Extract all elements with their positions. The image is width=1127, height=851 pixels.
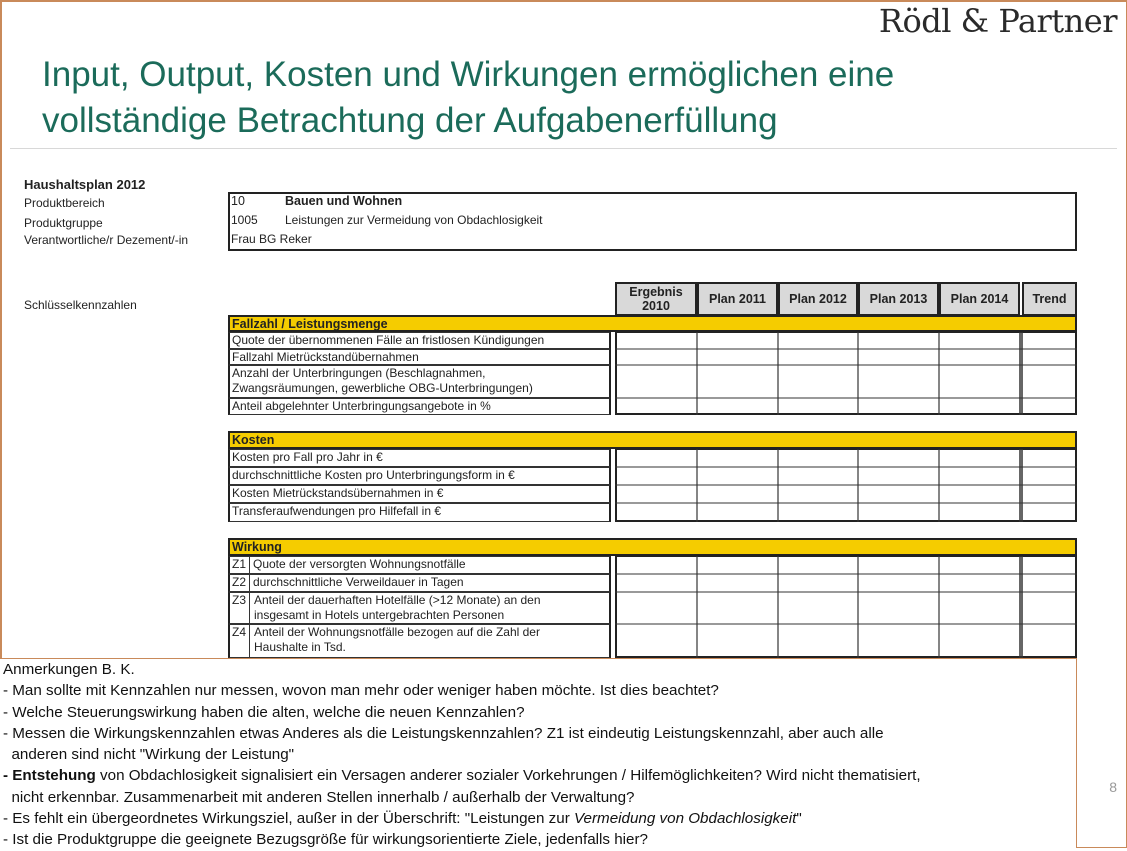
- row-z3-text-l1: Anteil der dauerhaften Hotelfälle (>12 Monate) an den: [254, 593, 541, 607]
- notes-heading: Anmerkungen B. K.: [3, 661, 135, 678]
- note-line-1: - Man sollte mit Kennzahlen nur messen, wovon man mehr oder weniger haben möchte. Ist dies beachtet?: [3, 682, 719, 700]
- title-line-2: vollständige Betrachtung der Aufgabenerfüllung: [42, 101, 778, 140]
- col-ergebnis-2010: Ergebnis 2010: [615, 282, 697, 316]
- label-verantwortlich: Verantwortliche/r Dezement/-in: [24, 233, 189, 247]
- note-entstehung-rest: von Obdachlosigkeit signalisiert ein Versagen anderer sozialer Vorkehrungen / Hilfemöglichkeiten? Wird nicht thematisiert,: [95, 767, 921, 785]
- row-kosten-mietrueckstand: Kosten Mietrückstandsübernahmen in €: [228, 485, 611, 503]
- row-z1-code: Z1: [230, 557, 250, 573]
- title-line-1: Input, Output, Kosten und Wirkungen ermöglichen eine: [42, 55, 895, 94]
- row-z3-code: Z3: [230, 593, 250, 623]
- label-produktgruppe: Produktgruppe: [24, 216, 103, 230]
- row-z2-code: Z2: [230, 575, 250, 591]
- produktgruppe-nr: 1005: [231, 213, 258, 227]
- row-z4-text-l1: Anteil der Wohnungsnotfälle bezogen auf die Zahl der: [254, 625, 540, 639]
- label-produktbereich: Produktbereich: [24, 196, 105, 210]
- company-logo: Rödl & Partner: [878, 2, 1117, 40]
- row-kosten-unterbringungsform: durchschnittliche Kosten pro Unterbringungsform in €: [228, 467, 611, 485]
- row-z1-text: Quote der versorgten Wohnungsnotfälle: [253, 557, 466, 571]
- row-z3-text-l2: insgesamt in Hotels untergebrachten Personen: [254, 608, 505, 622]
- col-plan-2014: Plan 2014: [939, 282, 1020, 316]
- col-plan-2012: Plan 2012: [778, 282, 858, 316]
- note-ziel-pre: - Es fehlt ein übergeordnetes Wirkungsziel, außer in der Überschrift: "Leistungen zur: [3, 810, 574, 828]
- row-anzahl-unterbringungen-l2: Zwangsräumungen, gewerbliche OBG-Unterbringungen): [232, 381, 533, 395]
- note-line-4: anderen sind nicht "Wirkung der Leistung": [3, 746, 295, 764]
- row-z4-code: Z4: [230, 625, 250, 657]
- row-transferaufwendungen: Transferaufwendungen pro Hilfefall in €: [228, 503, 611, 522]
- produktbereich-name: Bauen und Wohnen: [285, 194, 403, 208]
- col-plan-2011: Plan 2011: [697, 282, 778, 316]
- row-z2-text: durchschnittliche Verweildauer in Tagen: [253, 575, 464, 589]
- row-quote-kuendigungen: Quote der übernommenen Fälle an fristlosen Kündigungen: [228, 332, 611, 349]
- row-anteil-abgelehnt: Anteil abgelehnter Unterbringungsangebote in %: [228, 398, 611, 415]
- page-number: 8: [1109, 779, 1117, 795]
- note-entstehung-line-2: nicht erkennbar. Zusammenarbeit mit anderen Stellen innerhalb / außerhalb der Verwaltung?: [3, 788, 635, 806]
- note-last: - Ist die Produktgruppe die geeignete Bezugsgröße für wirkungsorientierte Ziele, jedenfalls hier?: [3, 831, 648, 849]
- produktgruppe-name: Leistungen zur Vermeidung von Obdachlosigkeit: [285, 213, 543, 227]
- note-line-2: - Welche Steuerungswirkung haben die alten, welche die neuen Kennzahlen?: [3, 703, 525, 721]
- plan-heading: Haushaltsplan 2012: [24, 177, 146, 192]
- note-wirkungsziel: [3, 808, 1076, 829]
- verantwortlich-name: Frau BG Reker: [231, 232, 312, 246]
- section-wirkung: Wirkung: [228, 538, 1077, 556]
- col-trend: Trend: [1022, 282, 1077, 316]
- schluesselkennzahlen-label: Schlüsselkennzahlen: [24, 298, 137, 312]
- note-ziel-post: ": [796, 810, 802, 828]
- row-kosten-fall: Kosten pro Fall pro Jahr in €: [228, 449, 611, 467]
- note-line-3: - Messen die Wirkungskennzahlen etwas Anderes als die Leistungskennzahlen? Z1 ist eindeutig Leistungskennzahl, aber auch alle: [3, 724, 884, 742]
- note-ziel-italic: Vermeidung von Obdachlosigkeit: [573, 810, 797, 828]
- col-plan-2013: Plan 2013: [858, 282, 939, 316]
- row-z4-text-l2: Haushalte in Tsd.: [254, 640, 346, 654]
- notes-panel: [0, 658, 1077, 848]
- section-fallzahl: Fallzahl / Leistungsmenge: [228, 315, 1077, 332]
- row-fallzahl-mietrueckstand: Fallzahl Mietrückstandübernahmen: [228, 349, 611, 365]
- section-kosten: Kosten: [228, 431, 1077, 449]
- note-entstehung: [3, 765, 1076, 786]
- produktbereich-nr: 10: [231, 194, 245, 208]
- row-anzahl-unterbringungen-l1: Anzahl der Unterbringungen (Beschlagnahmen,: [232, 366, 486, 380]
- note-entstehung-bold: - Entstehung: [3, 767, 96, 785]
